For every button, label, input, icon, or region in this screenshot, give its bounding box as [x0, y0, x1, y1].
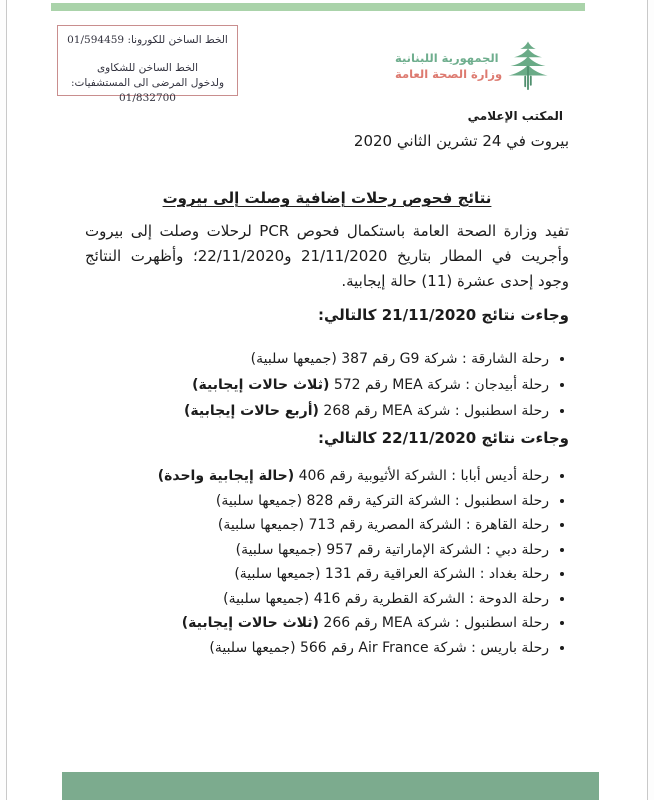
document-title — [7, 188, 647, 207]
ministry-logo-text — [395, 50, 502, 82]
results-heading-21-11: وجاءت نتائج 21/11/2020 كالتالي: — [317, 306, 569, 324]
ministry-logo — [395, 40, 549, 92]
flight-positive-note: (حالة إيجابية واحدة) — [157, 468, 295, 484]
results-list-22-11 — [67, 464, 565, 660]
flight-text: رحلة اسطنبول : شركة MEA رقم 268 — [318, 403, 549, 419]
flight-result-item — [67, 538, 549, 563]
flight-positive-note: (ثلاث حالات إيجابية) — [192, 377, 330, 393]
flight-text: رحلة القاهرة : الشركة المصرية رقم 713 (جميعها سلبية) — [217, 517, 549, 533]
logo-ministry-text: وزارة الصحة العامة — [395, 67, 503, 81]
flight-result-item — [67, 562, 549, 587]
bottom-green-bar — [62, 772, 599, 800]
hotline-complaints: الخط الساخن للشكاوى — [96, 62, 199, 74]
media-office-label: المكتب الإعلامي — [467, 109, 563, 123]
results-heading-22-11: وجاءت نتائج 22/11/2020 كالتالي: — [317, 429, 569, 447]
results-list-21-11 — [67, 346, 565, 424]
flight-text: رحلة بغداد : الشركة العراقية رقم 131 (جميعها سلبية) — [234, 566, 549, 582]
flight-result-item — [67, 398, 549, 424]
flight-result-item — [67, 372, 549, 398]
flight-result-item — [67, 587, 549, 612]
flight-text: رحلة أبيدجان : شركة MEA رقم 572 — [329, 377, 549, 393]
document-title-text: نتائج فحوص رحلات إضافية وصلت إلى بيروت — [162, 189, 492, 207]
flight-text: رحلة الشارقة : شركة G9 رقم 387 (جميعها سلبية) — [250, 351, 549, 367]
intro-paragraph: تفيد وزارة الصحة العامة باستكمال فحوص PCR لرحلات وصلت إلى بيروت وأجريت في المطار بتاريخ 21/11/2020 و22/11/2020؛ وأظهرت النتائج وجود إحدى عشرة (11) حالة إيجابية. — [85, 222, 570, 290]
flight-positive-note: (ثلاث حالات إيجابية) — [181, 615, 319, 631]
dateline: بيروت في 24 تشرين الثاني 2020 — [353, 132, 569, 150]
hotline-hospitals: ولدخول المرضى الى المستشفيات: 01/832700 — [70, 77, 225, 104]
flight-text: رحلة الدوحة : الشركة القطرية رقم 416 (جميعها سلبية) — [223, 590, 549, 607]
top-green-bar — [51, 3, 585, 11]
flight-text: رحلة دبي : الشركة الإماراتية رقم 957 (جميعها سلبية) — [235, 541, 549, 558]
flight-text: رحلة اسطنبول : شركة MEA رقم 266 — [318, 615, 549, 631]
flight-text: رحلة باريس : شركة Air France رقم 566 (جميعها سلبية) — [209, 639, 549, 656]
flight-result-item — [67, 636, 549, 661]
flight-result-item — [67, 346, 549, 372]
logo-republic-text: الجمهورية اللبنانية — [395, 51, 499, 65]
cedar-tree-icon — [507, 40, 549, 92]
document-page — [6, 0, 648, 800]
flight-result-item — [67, 464, 549, 489]
flight-text: رحلة اسطنبول : الشركة التركية رقم 828 (جميعها سلبية) — [215, 492, 549, 509]
flight-text: رحلة أديس أبابا : الشركة الأثيوبية رقم 406 — [294, 468, 549, 484]
flight-result-item — [67, 489, 549, 514]
hotline-box — [57, 25, 238, 104]
flight-positive-note: (أربع حالات إيجابية) — [184, 403, 319, 419]
hotline-corona: الخط الساخن للكورونا: 01/594459 — [67, 34, 228, 46]
flight-result-item — [67, 611, 549, 636]
flight-result-item — [67, 513, 549, 538]
